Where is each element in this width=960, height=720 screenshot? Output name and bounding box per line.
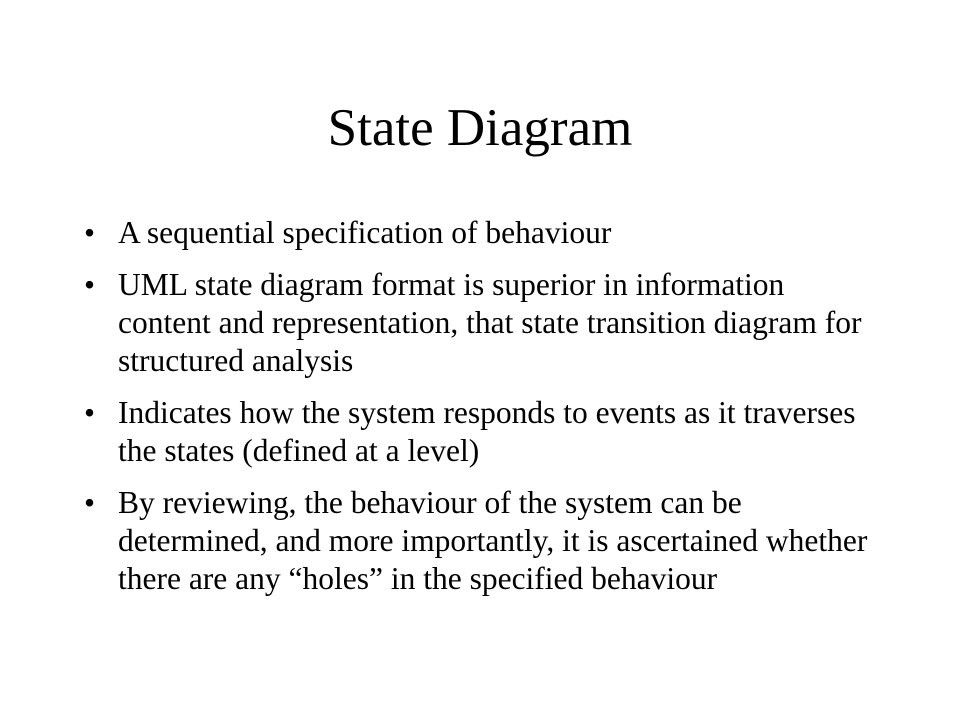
bullet-dot-icon: • (84, 485, 96, 520)
bullet-dot-icon: • (84, 395, 96, 430)
bullet-item (84, 214, 884, 252)
bullet-text: UML state diagram format is superior in information content and representation, that state transition diagram for structured analysis (118, 267, 862, 378)
bullet-text: A sequential specification of behaviour (118, 215, 612, 250)
bullet-text: By reviewing, the behaviour of the system can be determined, and more importantly, it is ascertained whether there are any “holes” in the specified behaviour (118, 485, 868, 596)
bullet-list (84, 214, 884, 612)
bullet-text: Indicates how the system responds to events as it traverses the states (defined at a level) (118, 395, 856, 468)
bullet-item (84, 266, 884, 380)
slide-title: State Diagram (327, 99, 633, 157)
bullet-item (84, 484, 884, 598)
bullet-item (84, 394, 884, 470)
bullet-dot-icon: • (84, 215, 96, 250)
bullet-dot-icon: • (84, 267, 96, 302)
